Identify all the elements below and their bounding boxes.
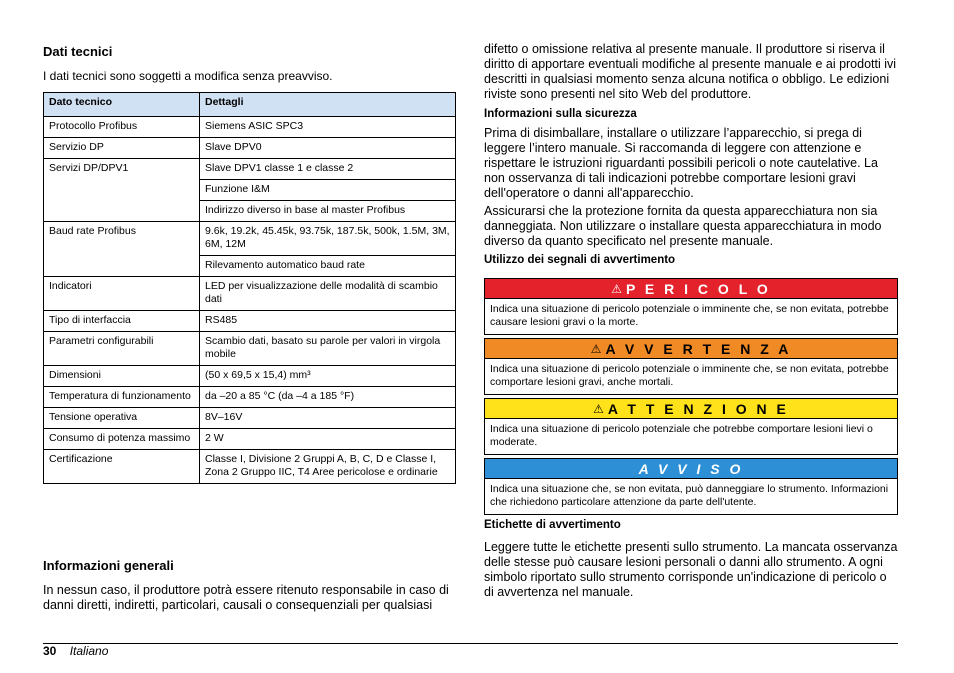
warning-triangle-icon: ⚠: [590, 341, 602, 356]
table-cell-detail: Funzione I&M: [200, 180, 456, 201]
table-cell-label: Indicatori: [44, 277, 200, 311]
footer-divider: [43, 643, 898, 644]
table-cell-detail: Slave DPV0: [200, 138, 456, 159]
table-cell-detail: Classe I, Divisione 2 Gruppi A, B, C, D e Classe I, Zona 2 Gruppo IIC, T4 Aree pericolose e ordinarie: [200, 450, 456, 484]
table-row: [44, 366, 456, 387]
table-row: [44, 138, 456, 159]
table-cell-detail: LED per visualizzazione delle modalità di scambio dati: [200, 277, 456, 311]
table-cell-label: Tipo di interfaccia: [44, 311, 200, 332]
signal-warning-text: Indica una situazione di pericolo potenziale o imminente che, se non evitata, potrebbe comportare lesioni gravi, anche mortali.: [485, 358, 897, 394]
table-cell-detail: Slave DPV1 classe 1 e classe 2: [200, 159, 456, 180]
general-info-text: In nessun caso, il produttore potrà essere ritenuto responsabile in caso di danni diretti, indiretti, particolari, causali o consequenziali per qualsiasi: [43, 583, 449, 612]
signal-caution-box: [484, 398, 898, 455]
section-title-signals: Utilizzo dei segnali di avvertimento: [484, 254, 676, 266]
table-cell-detail: (50 x 69,5 x 15,4) mm³: [200, 366, 456, 387]
signal-danger-title: P E R I C O L O: [625, 280, 771, 297]
safety-paragraph-2: Assicurarsi che la protezione fornita da questa apparecchiatura non sia danneggiata. Non utilizzare o installare questa apparecchiatura in modo diverso da quanto specificato nel presente manuale.: [484, 204, 882, 248]
table-cell-detail: da –20 a 85 °C (da –4 a 185 °F): [200, 387, 456, 408]
table-row: [44, 117, 456, 138]
table-cell-detail: Indirizzo diverso in base al master Profibus: [200, 201, 456, 222]
table-header-cell: Dato tecnico: [44, 93, 200, 117]
table-row: [44, 311, 456, 332]
signal-warning-header: [485, 339, 897, 358]
general-info-continuation: difetto o omissione relativa al presente manuale. Il produttore si riserva il diritto di apportare eventuali modifiche al presente manuale e ai prodotti ivi descritti in qualsiasi momento senza alcuna notifica o obbligo. Le edizioni riviste sono presenti nel sito Web del produttore.: [484, 42, 897, 101]
table-cell-label: Parametri configurabili: [44, 332, 200, 366]
table-cell-detail: 9.6k, 19.2k, 45.45k, 93.75k, 187.5k, 500k, 1.5M, 3M, 6M, 12M: [200, 222, 456, 256]
table-cell-detail: Siemens ASIC SPC3: [200, 117, 456, 138]
table-cell-label: Servizio DP: [44, 138, 200, 159]
signal-notice-text: Indica una situazione che, se non evitata, può danneggiare lo strumento. Informazioni che richiedono particolare attenzione da parte dell'utente.: [485, 478, 897, 514]
table-row: [44, 159, 456, 180]
section-title-general-info: Informazioni generali: [43, 558, 174, 573]
table-cell-detail: 2 W: [200, 429, 456, 450]
table-row: [44, 222, 456, 256]
signal-danger-text: Indica una situazione di pericolo potenziale o imminente che, se non evitata, potrebbe causare lesioni gravi o la morte.: [485, 298, 897, 334]
signal-caution-header: [485, 399, 897, 418]
table-cell-label: Temperatura di funzionamento: [44, 387, 200, 408]
warning-triangle-icon: ⚠: [611, 281, 622, 296]
page-number: 30: [43, 644, 57, 658]
table-row: [44, 429, 456, 450]
signal-danger-box: [484, 278, 898, 335]
table-cell-detail: 8V–16V: [200, 408, 456, 429]
table-cell-label: Consumo di potenza massimo: [44, 429, 200, 450]
section-title-labels: Etichette di avvertimento: [484, 519, 621, 531]
signal-notice-header: [485, 459, 897, 478]
page-footer: [43, 644, 108, 658]
table-cell-label: Servizi DP/DPV1: [44, 159, 200, 222]
section-title-safety: Informazioni sulla sicurezza: [484, 108, 637, 120]
table-cell-detail: RS485: [200, 311, 456, 332]
table-header-row: [44, 93, 456, 117]
table-cell-label: Protocollo Profibus: [44, 117, 200, 138]
table-row: [44, 450, 456, 484]
table-row: [44, 332, 456, 366]
table-cell-label: Dimensioni: [44, 366, 200, 387]
signal-notice-box: [484, 458, 898, 515]
tech-data-table: [43, 92, 456, 484]
warning-triangle-icon: ⚠: [593, 401, 604, 416]
signal-warning-box: [484, 338, 898, 395]
tech-data-intro: I dati tecnici sono soggetti a modifica senza preavviso.: [43, 69, 333, 83]
signal-danger-header: [485, 279, 897, 298]
signal-notice-title: A V V I S O: [638, 460, 744, 477]
safety-paragraph-1: Prima di disimballare, installare o utilizzare l’apparecchio, si prega di leggere l’intero manuale. Si raccomanda di leggere con attenzione e rispettare le istruzioni riguardanti possibili pericoli o note cautelative. La non osservanza di tali indicazioni potrebbe comportare lesioni gravi dell'operatore o danni all'apparecchio.: [484, 126, 878, 200]
signal-caution-text: Indica una situazione di pericolo potenziale che potrebbe comportare lesioni lievi o moderate.: [485, 418, 897, 454]
footer-language: Italiano: [69, 644, 109, 658]
table-header-cell: Dettagli: [200, 93, 456, 117]
table-cell-label: Tensione operativa: [44, 408, 200, 429]
labels-text: Leggere tutte le etichette presenti sullo strumento. La mancata osservanza delle stesse può causare lesioni personali o danni allo strumento. A ogni simbolo riportato sullo strumento corrisponde un'indicazione di pericolo o di avvertenza nel manuale.: [484, 540, 898, 599]
section-title-tech-data: Dati tecnici: [43, 44, 113, 59]
table-cell-detail: Scambio dati, basato su parole per valori in virgola mobile: [200, 332, 456, 366]
table-row: [44, 408, 456, 429]
table-cell-detail: Rilevamento automatico baud rate: [200, 256, 456, 277]
table-cell-label: Baud rate Profibus: [44, 222, 200, 277]
signal-warning-title: A V V E R T E N Z A: [605, 340, 792, 357]
signal-caution-title: A T T E N Z I O N E: [607, 400, 789, 417]
table-row: [44, 277, 456, 311]
table-cell-label: Certificazione: [44, 450, 200, 484]
table-row: [44, 387, 456, 408]
